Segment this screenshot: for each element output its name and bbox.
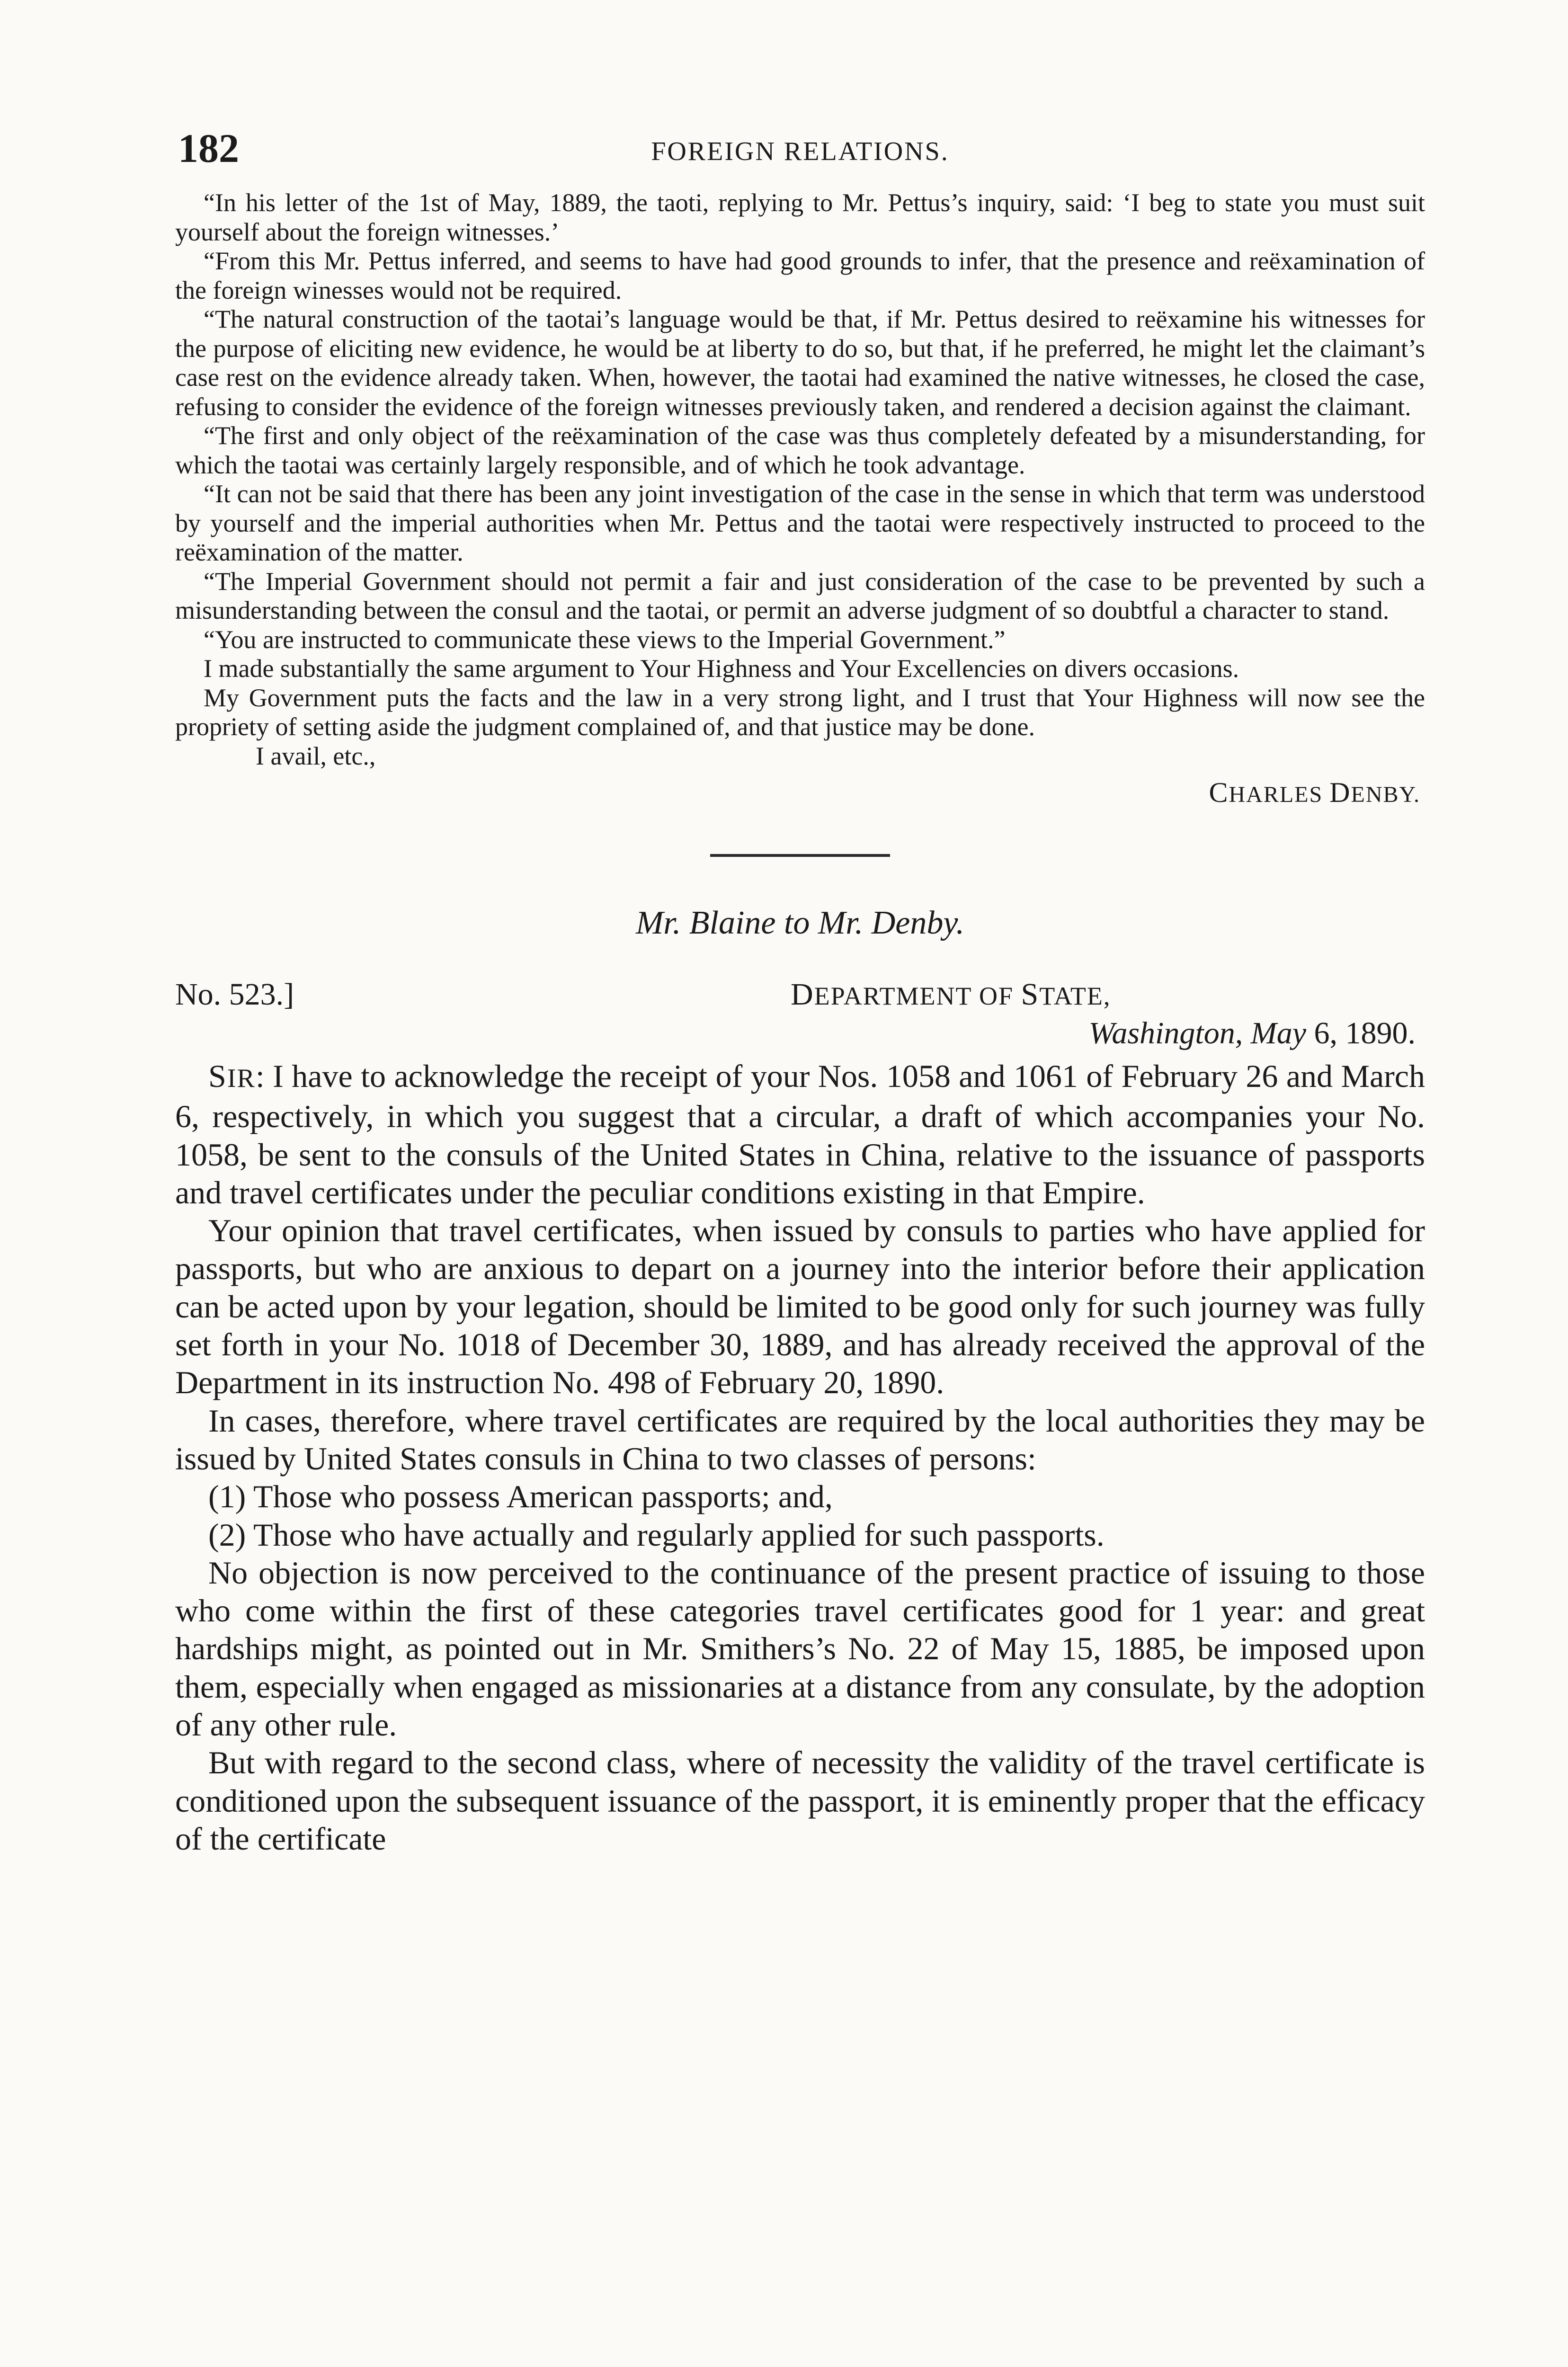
paragraph: But with regard to the second class, where of necessity the validity of the travel certificate is conditioned upon the subsequent issuance of the passport, it is eminently proper that the efficacy of the certificate [175,1744,1425,1857]
page-number: 182 [178,125,239,171]
paragraph: Your opinion that travel certificates, when issued by consuls to parties who have applied for passports, but who are anxious to depart on a journey into the interior before their application can be acted upon by your legation, should be limited to be good only for such journey was fully set forth in your No. 1018 of December 30, 1889, and has already received the approval of the Department in its instruction No. 498 of February 20, 1890. [175,1212,1425,1401]
running-header [175,125,1425,180]
paragraph: My Government puts the facts and the law in a very strong light, and I trust that Your Highness will now see the propriety of setting aside the judgment complained of, and that justice may be done. [175,683,1425,741]
section-divider [710,854,890,857]
department-text: EPARTMENT OF [814,982,1021,1010]
salutation-initial: S [208,1058,227,1094]
paragraph: “It can not be said that there has been any joint investigation of the case in the sense in which that term was understood by yourself and the imperial authorities when Mr. Pettus and the taotai were respectively instructed to proceed to the reëxamination of the matter. [175,480,1425,566]
signature-text: HARLES [1229,782,1330,807]
paragraph: No objection is now perceived to the continuance of the present practice of issuing to those who come within the first of these categories travel certificates good for 1 year: and great hardships might, as pointed out in Mr. Smithers’s No. 22 of May 15, 1885, be imposed upon them, especially when engaged as missionaries at a distance from any consulate, by the adoption of any other rule. [175,1554,1425,1743]
salutation [208,1058,256,1094]
place-and-date [1088,1015,1416,1051]
department-text: TATE, [1039,982,1111,1010]
list-item: (1) Those who possess American passports; and, [208,1478,833,1515]
date-year: 6, 1890. [1306,1016,1416,1050]
signature-text: ENBY. [1351,782,1420,807]
department-name [791,977,1111,1013]
section-heading: Mr. Blaine to Mr. Denby. [635,905,965,941]
paragraph [175,1057,1425,1211]
running-title: FOREIGN RELATIONS. [651,137,949,166]
document-number: No. 523.] [175,977,294,1012]
dateline [175,977,1425,1057]
paragraph: “The Imperial Government should not permit a fair and just consideration of the case to be prevented by such a misunderstanding between the consul and the taotai, or permit an adverse judgment of so doubtful a character to stand. [175,567,1425,624]
paragraph: “The first and only object of the reëxamination of the case was thus completely defeated by a misunderstanding, for which the taotai was certainly largely responsible, and of which he took advantage. [175,421,1425,479]
department-initial: D [791,977,814,1012]
letter-denby-body [175,188,1425,742]
document-page [175,125,1425,1858]
department-initial: S [1021,977,1040,1012]
list-item: (2) Those who have actually and regularly applied for such passports. [208,1516,1105,1553]
paragraph-text: : I have to acknowledge the receipt of your Nos. 1058 and 1061 of February 26 and March 6, respectively, in which you suggest that a circular, a draft of which accompanies your No. 1058, be sent to the consuls of the United States in China, relative to the issuance of passports and travel certificates under the peculiar conditions existing in that Empire. [175,1058,1425,1210]
signature-initial: D [1329,777,1351,808]
letter-blaine-body [175,1057,1425,1858]
salutation-text: IR [227,1064,256,1093]
paragraph: “In his letter of the 1st of May, 1889, the taoti, replying to Mr. Pettus’s inquiry, said: ‘I beg to state you must suit yourself about the foreign witnesses.’ [175,188,1425,246]
closing-line: I avail, etc., [256,741,376,770]
paragraph: I made substantially the same argument to Your Highness and Your Excellencies on divers occasions. [204,654,1239,683]
place-date-italic: Washington, May [1088,1016,1306,1050]
signature [175,776,1425,809]
paragraph: “From this Mr. Pettus inferred, and seems to have had good grounds to infer, that the presence and reëxamination of the foreign winesses would not be required. [175,247,1425,304]
signature-initial: C [1209,777,1229,808]
paragraph: In cases, therefore, where travel certificates are required by the local authorities they may be issued by United States consuls in China to two classes of persons: [175,1402,1425,1477]
paragraph: “The natural construction of the taotai’s language would be that, if Mr. Pettus desired to reëxamine his witnesses for the purpose of eliciting new evidence, he would be at liberty to do so, but that, if he preferred, he might let the claimant’s case rest on the evidence already taken. When, however, the taotai had examined the native witnesses, he closed the case, refusing to consider the evidence of the foreign witnesses previously taken, and rendered a decision against the claimant. [175,305,1425,421]
paragraph: “You are instructed to communicate these views to the Imperial Government.” [204,625,1006,654]
